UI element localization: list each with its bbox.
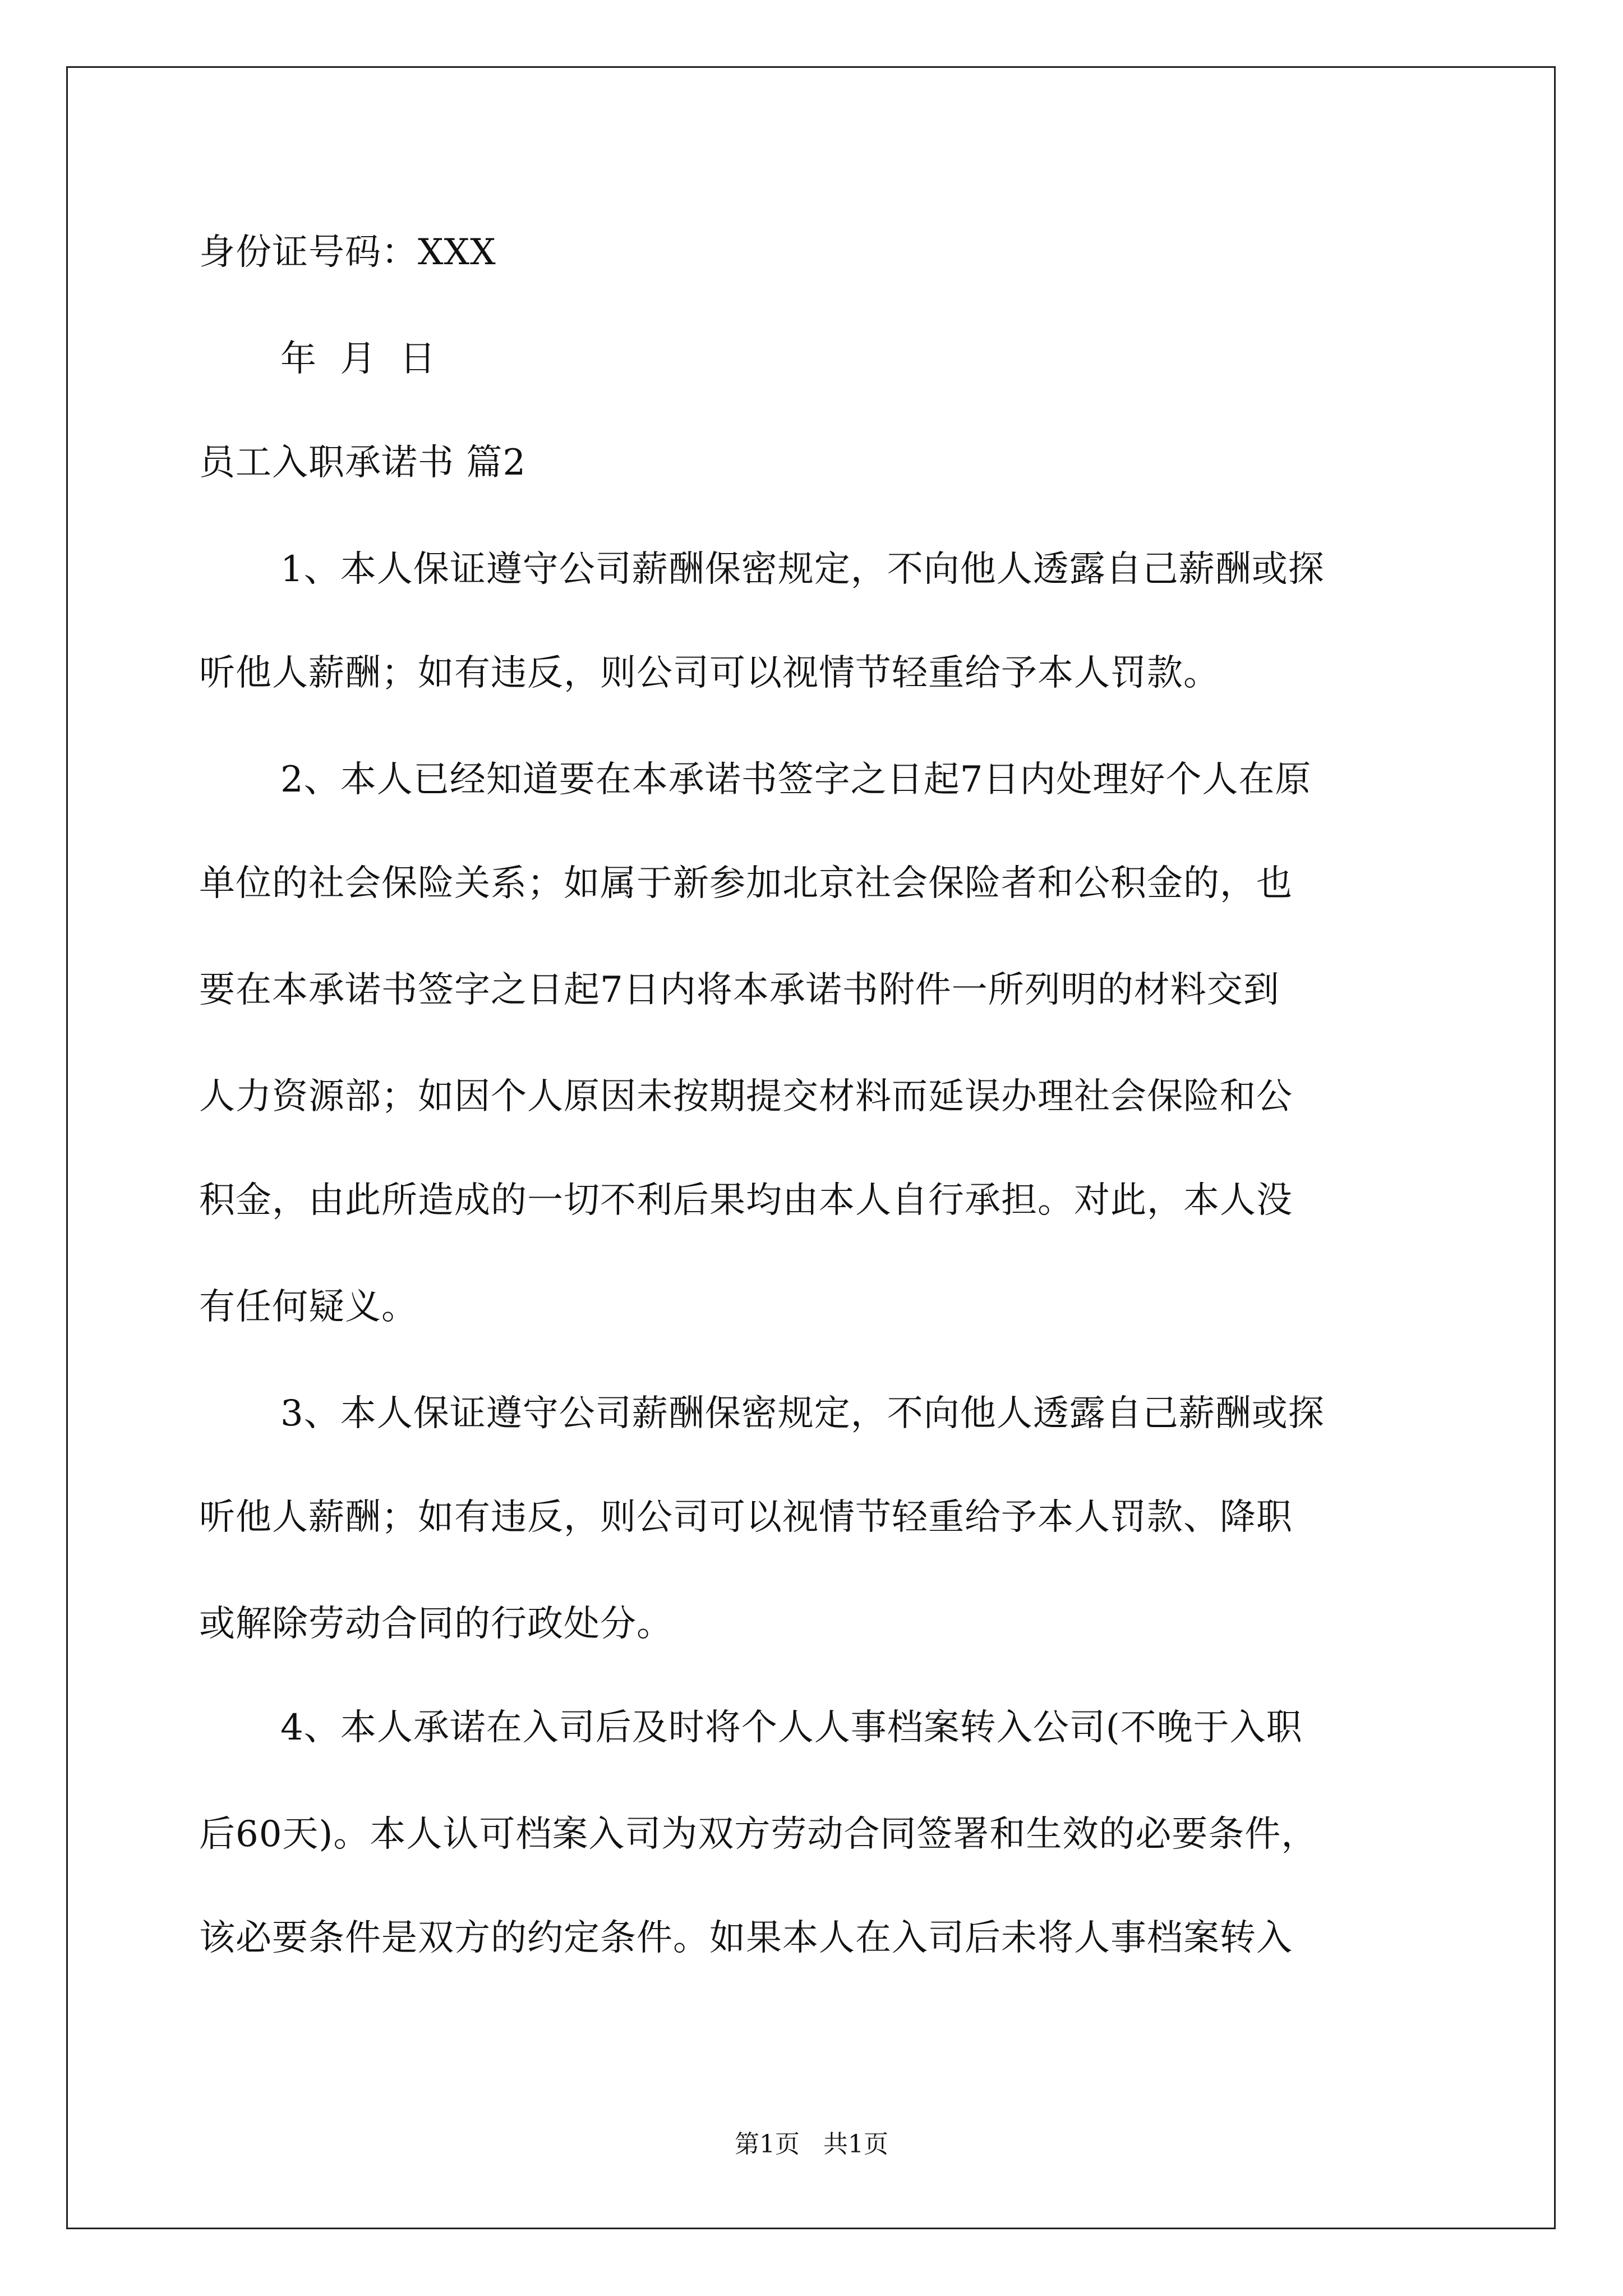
paragraph-4-line-3: 该必要条件是双方的约定条件。如果本人在入司后未将人事档案转入 (199, 1917, 1293, 1959)
paragraph-1-line-1: 1、本人保证遵守公司薪酬保密规定，不向他人透露自己薪酬或探 (280, 549, 1325, 590)
page-number-footer: 第1页 共1页 (735, 2130, 888, 2159)
paragraph-1-line-2: 听他人薪酬；如有违反，则公司可以视情节轻重给予本人罚款。 (199, 652, 1220, 694)
paragraph-3-line-1: 3、本人保证遵守公司薪酬保密规定，不向他人透露自己薪酬或探 (280, 1393, 1325, 1434)
paragraph-2-line-3: 要在本承诺书签字之日起7日内将本承诺书附件一所列明的材料交到 (199, 969, 1280, 1011)
id-number-line: 身份证号码：XXX (199, 232, 496, 273)
paragraph-3-line-2: 听他人薪酬；如有违反，则公司可以视情节轻重给予本人罚款、降职 (199, 1497, 1293, 1538)
paragraph-2-line-2: 单位的社会保险关系；如属于新参加北京社会保险者和公积金的，也 (199, 863, 1293, 904)
date-line: 年 月 日 (280, 338, 436, 380)
paragraph-2-line-6: 有任何疑义。 (199, 1286, 418, 1328)
paragraph-2-line-4: 人力资源部；如因个人原因未按期提交材料而延误办理社会保险和公 (199, 1076, 1293, 1117)
paragraph-2-line-5: 积金，由此所造成的一切不利后果均由本人自行承担。对此，本人没 (199, 1180, 1293, 1221)
paragraph-2-line-1: 2、本人已经知道要在本承诺书签字之日起7日内处理好个人在原 (280, 759, 1312, 800)
page-border (66, 66, 1556, 2229)
paragraph-4-line-2: 后60天)。本人认可档案入司为双方劳动合同签署和生效的必要条件， (199, 1814, 1318, 1855)
paragraph-3-line-3: 或解除劳动合同的行政处分。 (199, 1603, 673, 1645)
paragraph-4-line-1: 4、本人承诺在入司后及时将个人人事档案转入公司(不晚于入职 (280, 1707, 1303, 1749)
section-heading: 员工入职承诺书 篇2 (199, 442, 527, 484)
